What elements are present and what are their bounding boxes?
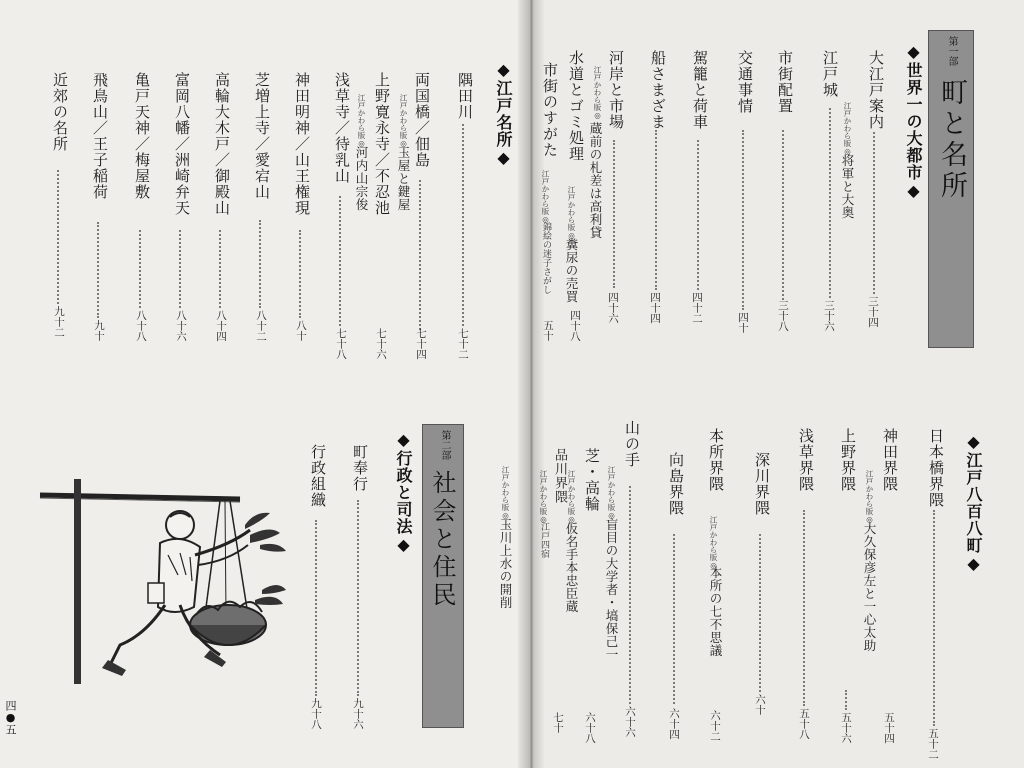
toc-item-title: 交通事情 bbox=[736, 50, 754, 114]
toc-item-title: 河岸と市場 bbox=[607, 50, 625, 130]
leader-dots bbox=[629, 486, 631, 704]
toc-item-page: 九十六 bbox=[352, 698, 364, 730]
kawaraban-prefix: 江戸かわら版◎ bbox=[593, 66, 602, 120]
toc-item-title: 浅草界隈 bbox=[797, 428, 815, 492]
leader-dots bbox=[315, 520, 317, 696]
part1-title: 町と名所 bbox=[936, 78, 967, 202]
leader-dots bbox=[933, 510, 935, 726]
toc-subitem: 将軍と大奥 bbox=[840, 154, 855, 219]
leader-dots bbox=[613, 140, 615, 288]
toc-item-title: 水道とゴミ処理 bbox=[567, 50, 585, 162]
toc-item-page: 六十四 bbox=[668, 708, 680, 740]
toc-item-page: 八十二 bbox=[255, 310, 267, 342]
leader-dots bbox=[57, 170, 59, 304]
leader-dots bbox=[673, 534, 675, 704]
kawaraban-prefix: 江戸かわら版◎ bbox=[501, 466, 510, 520]
toc-item-title: 芝増上寺／愛宕山 bbox=[253, 72, 271, 200]
toc-item-page: 四十二 bbox=[691, 292, 703, 324]
toc-item-page: 九十 bbox=[93, 320, 105, 341]
toc-item-title: 近郊の名所 bbox=[51, 72, 69, 152]
leader-dots bbox=[655, 130, 657, 290]
toc-item-page: 六十 bbox=[754, 694, 766, 715]
toc-subitem: 本所の七不思議 bbox=[708, 566, 723, 657]
leader-dots bbox=[782, 130, 784, 300]
kawaraban-prefix: 江戸かわら版◎ bbox=[539, 470, 548, 524]
toc-subitem: 糞尿の売買 bbox=[564, 238, 579, 303]
toc-subitem: 錦絵の迷子さがし bbox=[541, 222, 551, 294]
leader-dots bbox=[829, 108, 831, 298]
kawaraban-prefix: 江戸かわら版◎ bbox=[567, 186, 576, 240]
toc-item-title: 向島界隈 bbox=[667, 452, 685, 516]
toc-item-page: 七十八 bbox=[335, 328, 347, 360]
leader-dots bbox=[419, 180, 421, 330]
toc-item-title: 深川界隈 bbox=[753, 452, 771, 516]
toc-item-title: 本所界隈 bbox=[707, 428, 725, 492]
part2-label: 第二部 bbox=[439, 430, 450, 460]
leader-dots bbox=[139, 230, 141, 308]
toc-item-title: 亀戸天神／梅屋敷 bbox=[133, 72, 151, 200]
toc-item-page: 七十 bbox=[552, 712, 564, 733]
toc-item-page: 三十八 bbox=[777, 300, 789, 332]
toc-subitem: 玉屋と鍵屋 bbox=[396, 146, 411, 211]
leader-dots bbox=[759, 534, 761, 692]
toc-item-title: 品川界隈 bbox=[552, 448, 567, 504]
kawaraban-prefix: 江戸かわら版◎ bbox=[865, 470, 874, 524]
toc-item-title: 江戸城 bbox=[821, 50, 839, 98]
part2-title: 社会と住民 bbox=[428, 470, 456, 610]
toc-item-page: 三十四 bbox=[867, 296, 879, 328]
toc-item-title: 町奉行 bbox=[351, 444, 369, 492]
toc-item-title: 芝・高輪 bbox=[583, 448, 601, 512]
kawaraban-prefix: 江戸かわら版◎ bbox=[843, 102, 852, 156]
leader-dots bbox=[179, 230, 181, 308]
toc-item-page: 四十四 bbox=[649, 292, 661, 324]
toc-item-title: 上野寛永寺／不忍池 bbox=[373, 72, 391, 216]
toc-item-page: 七十二 bbox=[457, 328, 469, 360]
toc-item-page: 八十六 bbox=[175, 310, 187, 342]
toc-item-title: 行政組織 bbox=[309, 444, 327, 508]
kawaraban-prefix: 江戸かわら版◎ bbox=[541, 170, 550, 224]
toc-item-title: 高輪大木戸／御殿山 bbox=[213, 72, 231, 216]
kawaraban-prefix: 江戸かわら版◎ bbox=[399, 94, 408, 148]
leader-dots bbox=[873, 132, 875, 294]
toc-item-page: 五十八 bbox=[798, 708, 810, 740]
leader-dots bbox=[462, 124, 464, 326]
toc-item-page: 六十二 bbox=[709, 710, 721, 742]
toc-item-title: 船さまざま bbox=[649, 50, 667, 130]
leader-dots bbox=[339, 196, 341, 326]
toc-item-page: 五十四 bbox=[883, 712, 895, 744]
toc-item-title: 浅草寺／待乳山 bbox=[333, 72, 351, 184]
toc-item-title: 大江戸案内 bbox=[867, 50, 885, 130]
toc-item-page: 六十八 bbox=[584, 712, 596, 744]
leader-dots bbox=[803, 510, 805, 706]
toc-item-page: 四十八 bbox=[569, 310, 581, 342]
section-heading-808: ◆江戸八百八町◆ bbox=[964, 432, 983, 574]
toc-item-title: 山の手 bbox=[623, 420, 641, 468]
toc-item-page: 九十八 bbox=[310, 698, 322, 730]
toc-item-page: 五十二 bbox=[927, 728, 939, 760]
toc-item-page: 四十六 bbox=[607, 292, 619, 324]
toc-item-page: 八十八 bbox=[135, 310, 147, 342]
toc-item-title: 富岡八幡／洲崎弁天 bbox=[173, 72, 191, 216]
toc-item-title: 両国橋／佃島 bbox=[413, 72, 431, 168]
toc-subitem: 仮名手本忠臣蔵 bbox=[564, 522, 579, 613]
section-heading-world: ◆世界一の大都市◆ bbox=[904, 42, 923, 201]
toc-item-title: 市街配置 bbox=[776, 50, 794, 114]
toc-item-page: 五十 bbox=[542, 320, 554, 341]
toc-item-title: 市街のすがた bbox=[541, 62, 559, 158]
leader-dots bbox=[845, 690, 847, 710]
toc-subitem: 蔵前の札差は高利貸 bbox=[588, 122, 603, 239]
kawaraban-prefix: 江戸かわら版◎ bbox=[567, 470, 576, 524]
kawaraban-prefix: 江戸かわら版◎ bbox=[709, 516, 718, 570]
leader-dots bbox=[259, 220, 261, 308]
toc-item-title: 飛鳥山／王子稲荷 bbox=[91, 72, 109, 200]
toc-item-page: 四十 bbox=[737, 312, 749, 333]
leader-dots bbox=[697, 140, 699, 290]
toc-item-title: 日本橋界隈 bbox=[927, 428, 945, 508]
toc-item-page: 八十 bbox=[295, 320, 307, 341]
toc-item-page: 九十二 bbox=[53, 306, 65, 338]
toc-item-title: 神田界隈 bbox=[881, 428, 899, 492]
toc-item-title: 神田明神／山王権現 bbox=[293, 72, 311, 216]
toc-item-page: 七十四 bbox=[415, 328, 427, 360]
section-heading-edo-places: ◆江戸名所◆ bbox=[494, 60, 513, 168]
toc-item-title: 駕籠と荷車 bbox=[691, 50, 709, 130]
toc-item-title: 隅田川 bbox=[456, 72, 474, 120]
vendor-illustration bbox=[30, 465, 300, 690]
leader-dots bbox=[742, 130, 744, 310]
toc-item-page: 六十六 bbox=[624, 706, 636, 738]
toc-subitem: 江戸四宿 bbox=[539, 522, 549, 558]
toc-subitem: 玉川上水の開削 bbox=[498, 518, 513, 609]
leader-dots bbox=[299, 230, 301, 318]
part1-label: 第一部 bbox=[946, 36, 957, 66]
section-heading-admin: ◆行政と司法◆ bbox=[394, 430, 413, 555]
toc-subitem: 大久保彦左と一心太助 bbox=[862, 522, 877, 652]
toc-item-title: 上野界隈 bbox=[839, 428, 857, 492]
toc-item-page: 七十六 bbox=[375, 328, 387, 360]
page-folio: 四●五 bbox=[4, 700, 17, 735]
toc-item-page: 五十六 bbox=[840, 712, 852, 744]
toc-item-page: 三十六 bbox=[823, 300, 835, 332]
leader-dots bbox=[97, 222, 99, 318]
toc-subitem: 河内山宗俊 bbox=[354, 146, 369, 211]
leader-dots bbox=[357, 500, 359, 696]
leader-dots bbox=[219, 230, 221, 308]
kawaraban-prefix: 江戸かわら版◎ bbox=[357, 94, 366, 148]
toc-item-page: 八十四 bbox=[215, 310, 227, 342]
toc-subitem: 盲目の大学者・塙保己一 bbox=[604, 518, 619, 661]
kawaraban-prefix: 江戸かわら版◎ bbox=[607, 466, 616, 520]
